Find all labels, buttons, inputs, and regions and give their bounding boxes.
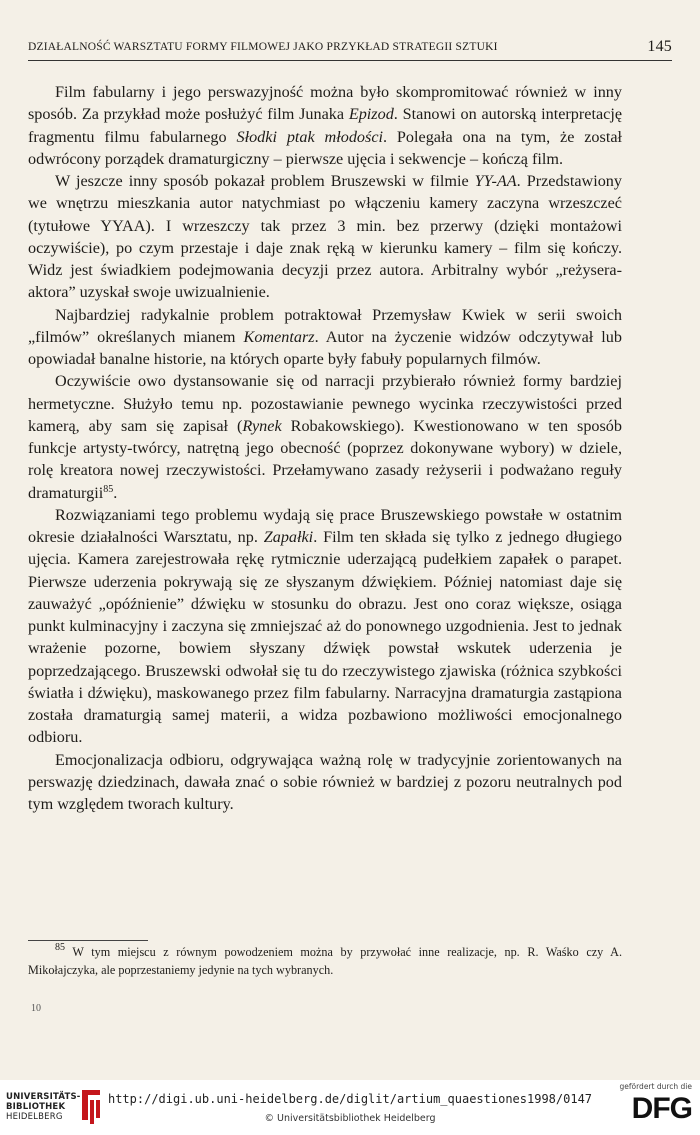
paragraph-2 (28, 170, 622, 304)
text-run: . Przedstawiony we wnętrzu mieszkania autor natychmiast po włączeniu kamery zaczyna wrzeszczeć (tytułowe YYAA). I wrzeszczy tak przez 3 min. bez przerwy (dzięki montażowi oczywiście), po czym przestaje i daje znak ręką w kierunku kamery – film się kończy. Widz jest świadkiem podejmowania decyzji przez autora. Arbitralny wybór „reżysera-aktora” uzyskał swoje uwizualnienie. (28, 172, 622, 302)
footnote-number: 85 (55, 942, 65, 953)
running-title: DZIAŁALNOŚĆ WARSZTATU FORMY FILMOWEJ JAKO PRZYKŁAD STRATEGII SZTUKI (28, 41, 498, 53)
text-run: Emocjonalizacja odbioru, odgrywająca ważną rolę w tradycyjnie zorientowanych na perswazję dziedzinach, dawała znać o sobie również w bardziej z pozoru neutralnych pod tym względem tworach kultury. (28, 750, 622, 813)
footnote (28, 943, 622, 979)
footnote-divider (28, 940, 148, 941)
text-run: . Film ten składa się tylko z jednego długiego ujęcia. Kamera zarejestrowała rękę rytmicznie uderzającą pudełkiem zapałek o parapet. Pierwsze uderzenia pokrywają się ze słyszanym dźwiękiem. Później natomiast daje się zauważyć „opóźnienie” dźwięku w stosunku do obrazu. Jest ono coraz większe, osiąga punkt kulminacyjny i zaczyna się zmniejszać aż do ponownego uzgodnienia. Jest to jednak wrażenie pozorne, bowiem słyszany dźwięk powstał wskutek uderzenia je poprzedzającego. Bruszewski odwołał się tu do rzeczywistego zjawiska (różnica szybkości światła i dźwięku), maskowanego przez film fabularny. Narracyjna dramaturgia zastąpiona została dramaturgią samej materii, a widza pozbawiono możliwości emocjonalnego odbioru. (28, 528, 622, 747)
text-run: Rozwiązaniami tego problemu wydają się prace Bruszewskiego powstałe w ostatnim okresie działalności Warsztatu, np. (28, 505, 622, 546)
body-text (28, 81, 622, 815)
text-run: . Polegała ona na tym, że został odwrócony porządek dramaturgiczny – pierwsze ujęcia i sekwencje – kończą film. (28, 127, 622, 168)
text-run: Robakowskiego). Kwestionowano w ten sposób funkcje artysty-twórcy, natrętną jego obecność (poprzez dokonywane wybory) w dziele, rolę kreatora nowej rzeczywistości. Przełamywano zasady reżyserii i podważano reguły dramaturgii (28, 416, 622, 502)
library-name-line: UNIVERSITÄTS- (6, 1092, 81, 1102)
film-title: Komentarz (243, 327, 315, 346)
scan-mark: 10 (31, 1003, 41, 1014)
viewer-footer (0, 1080, 700, 1135)
running-header (28, 38, 672, 61)
funding-note: gefördert durch die (619, 1082, 692, 1091)
film-title: Słodki ptak młodości (236, 127, 384, 146)
funder-name: DFG (631, 1092, 692, 1125)
film-title: Epizod (348, 105, 394, 124)
film-title: Rynek (242, 416, 282, 435)
copyright-notice: © Universitätsbibliothek Heidelberg (264, 1113, 436, 1124)
paragraph-6 (28, 749, 622, 816)
text-run: Film fabularny i jego perswazyjność można było skompromitować również w inny sposób. Za przykład może posłużyć film Junaka (28, 83, 622, 124)
page-number: 145 (647, 38, 672, 55)
library-name-line: HEIDELBERG (6, 1112, 63, 1122)
text-run: Najbardziej radykalnie problem potraktował Przemysław Kwiek w serii swoich „filmów” określanych mianem (28, 305, 622, 346)
permalink-url[interactable]: http://digi.ub.uni-heidelberg.de/diglit/artium_quaestiones1998/0147 (107, 1092, 593, 1106)
footnote-reference[interactable]: 85 (103, 483, 114, 495)
paragraph-4 (28, 370, 622, 504)
text-run: Oczywiście owo dystansowanie się od narracji przybierało również formy bardziej hermetyczne. Służyło temu np. pozostawianie pewnego wycinka rzeczywistości przed kamerą, aby sam się zapisał ( (28, 372, 622, 435)
film-title: Zapałki (263, 528, 314, 546)
library-name-line: BIBLIOTHEK (6, 1102, 66, 1112)
paragraph-1 (28, 81, 622, 170)
text-run: . Stanowi on autorską interpretację fragmentu filmu fabularnego (28, 105, 622, 146)
funder-logo[interactable] (620, 1082, 692, 1132)
paragraph-5 (28, 504, 622, 749)
footnote-text: W tym miejscu z równym powodzeniem można by przywołać inne realizacje, np. R. Waśko czy A. Mikołajczyka, ale poprzestaniemy jedynie na tych wybranych. (28, 945, 622, 977)
text-run: W jeszcze inny sposób pokazał problem Bruszewski w filmie (55, 172, 475, 190)
text-run: . (113, 483, 118, 502)
text-run: . Autor na życzenie widzów odczytywał lub opowiadał banalne historie, na których oparte były fabuły popularnych filmów. (28, 327, 622, 368)
paragraph-3 (28, 304, 622, 371)
film-title: YY-AA (474, 172, 517, 190)
